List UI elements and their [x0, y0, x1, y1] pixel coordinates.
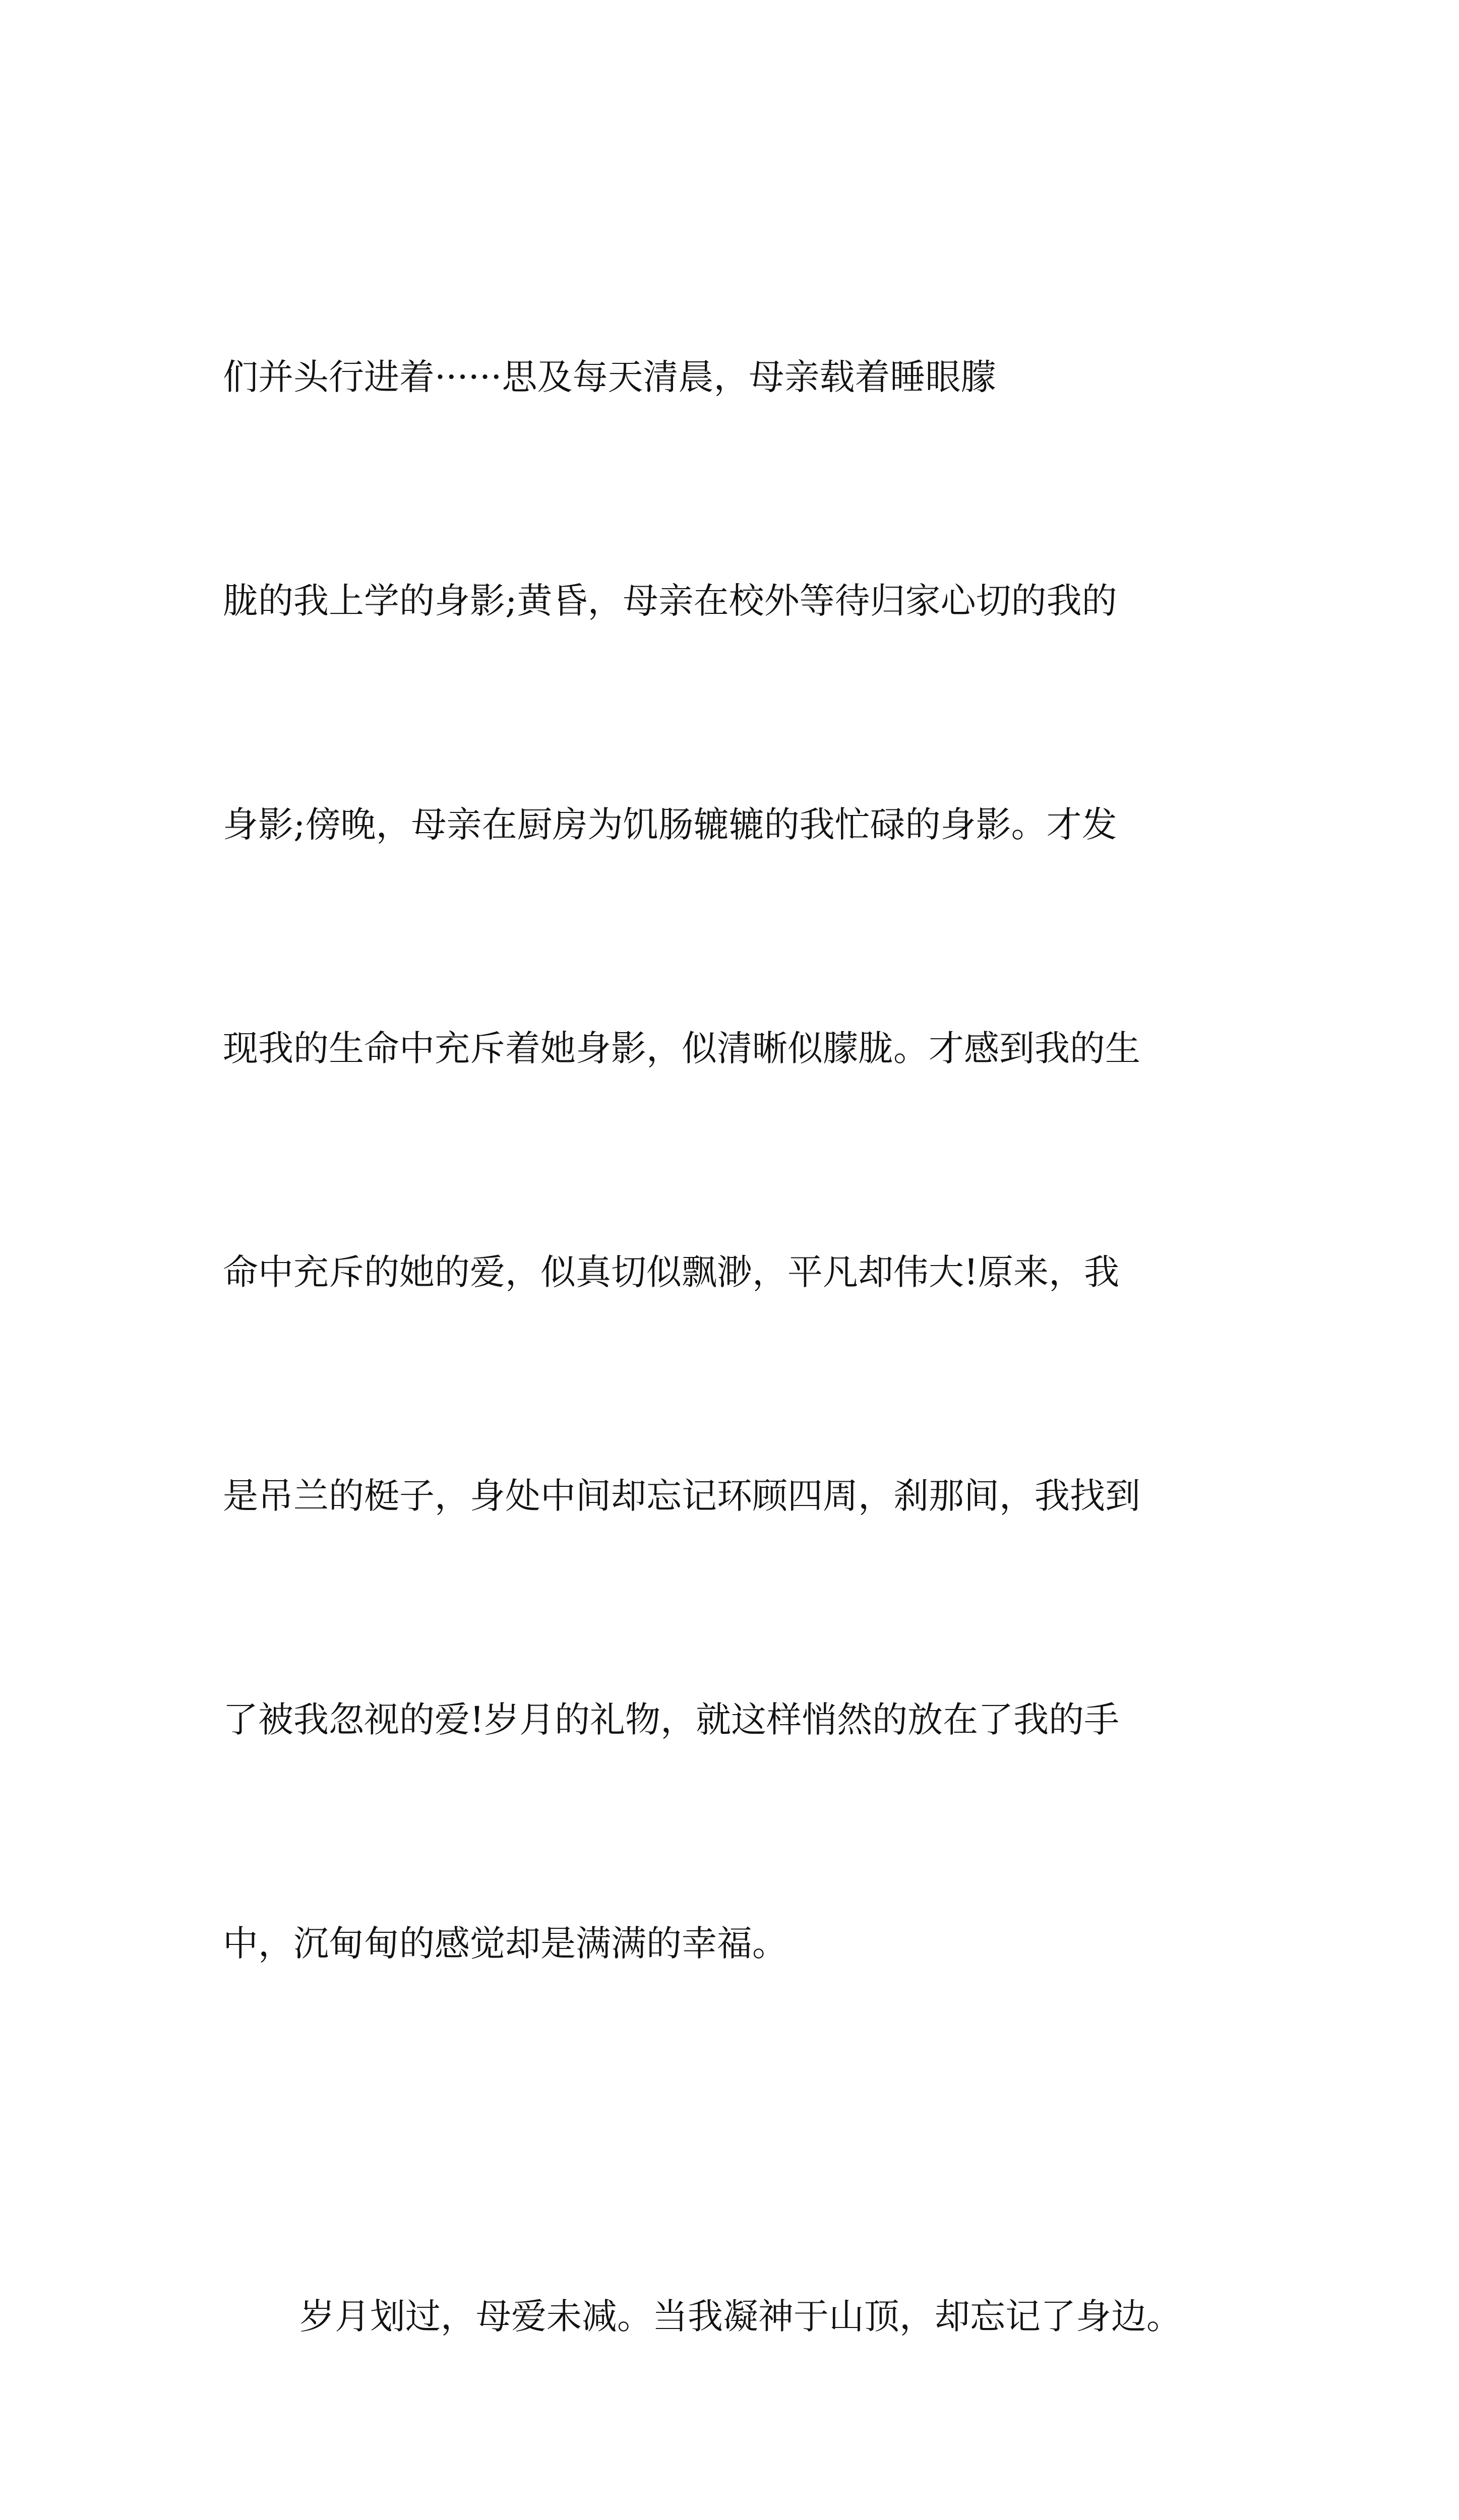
- text-line: 身影;傍晚，母亲在厨房为饥肠辘辘的我忙碌的身影。才发: [223, 804, 1117, 845]
- text-line: 是吊兰的梃子，身处中间却忘记环顾四周，刹那间，我找到: [223, 1475, 1140, 1517]
- text-line: 中，沉甸甸的感觉却是满满的幸福。: [223, 1923, 787, 1964]
- paragraph-years-gift: [223, 2130, 1282, 2520]
- essay-body: [223, 191, 1282, 2520]
- text-line: 了被我忽视的爱!岁月的礼物，就这样悄然的放在了我的手: [223, 1699, 1120, 1740]
- text-line: 现我的生命中充斥着她身影，似清晰似朦胧。才感到我的生: [223, 1028, 1140, 1069]
- text-line: 胧的我上学的身影;黄昏，母亲在校外等待归家心切的我的: [223, 580, 1117, 621]
- text-line: 们并头行进着······思及每天清晨，母亲载着睡眼朦: [223, 356, 996, 398]
- text-line: 岁月划过，母爱未减。当我凝神于山顶，却忘记了身边。: [299, 2296, 1182, 2337]
- text-line: 命中充斥的她的爱，似真切似飘渺，平凡却伟大!原来，我: [223, 1251, 1120, 1293]
- paragraph-mother-shadow: [223, 191, 1282, 2130]
- text-line: [223, 2503, 1282, 2520]
